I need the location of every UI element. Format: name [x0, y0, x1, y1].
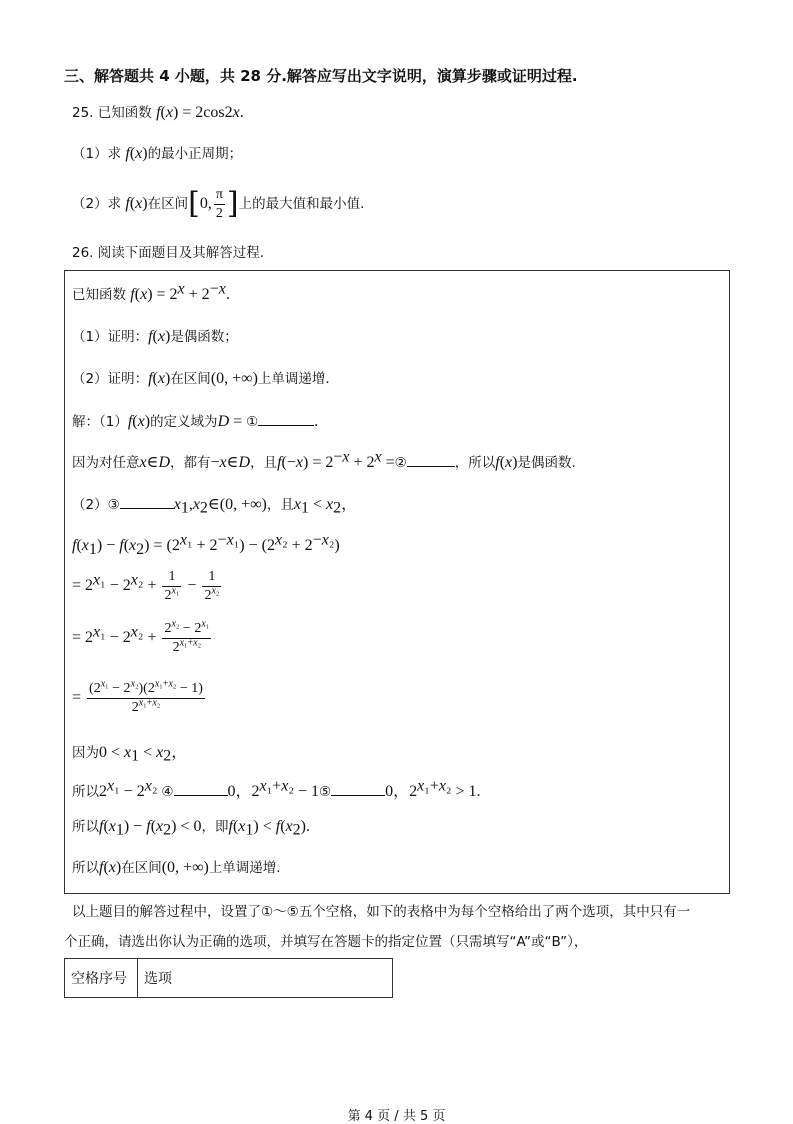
after-text-line-1: 以上题目的解答过程中，设置了①～⑤五个空格，如下的表格中为每个空格给出了两个选项，其中只有一 — [72, 904, 691, 920]
q26-part1: （1）证明：f(x)是偶函数； — [72, 328, 238, 345]
table-header-cell: 空格序号 — [65, 959, 138, 998]
table-row — [65, 959, 393, 998]
q26-given: 已知函数 $f(x) = 2^x + 2^{-x}$. — [72, 280, 230, 303]
blank-4-marker: ④ — [161, 784, 174, 800]
blank-3-marker: ③ — [107, 497, 120, 513]
blank-1-marker: ① — [246, 414, 259, 430]
so-line-1: 所以$2^{x_1} - 2^{x_2}$ ④ 0，$2^{x_1+x_2}$ − 1⑤ 0，$2^{x_1+x_2} > 1$. — [72, 777, 481, 800]
q25-label: 25. 已知函数 — [72, 105, 152, 121]
after-text-line-2: 个正确，请选出你认为正确的选项，并填写在答题卡的指定位置（只需填写“A”或“B”）， — [64, 934, 588, 950]
eq-line-2: = $2^{x_1} - 2^{x_2}$ + $\frac{1}{2^{x_1}}$ − $\frac{1}{2^{x_2}}$ — [72, 568, 220, 603]
q26-sol-line2: 因为对任意x∈D，都有−x∈D，且$f(-x) = 2^{-x} + 2^x$ =② ，所以f(x)是偶函数. — [72, 448, 576, 471]
q26-part2: （2）证明：f(x)在区间(0, +∞)上单调递增. — [72, 370, 330, 387]
options-table — [64, 958, 393, 998]
blank-5[interactable] — [331, 781, 385, 796]
so-line-3: 所以f(x)在区间(0, +∞)上单调递增. — [72, 859, 281, 876]
eq-line-3: = $2^{x_1} - 2^{x_2}$ + $\frac{2^{x_2} - 2^{x_1}}{2^{x_1+x_2}}$ — [72, 617, 210, 655]
q26-sol-line3: （2）③ $x_1,x_2\in(0$, +∞)，且$x_1 < x_2$， — [72, 496, 358, 517]
so-line-2: 所以$f(x_1) - f(x_2) < 0$，即$f(x_1) < f(x_2)$. — [72, 818, 310, 839]
q25-stem: 25. 已知函数 f(x) = 2cos2x. — [72, 104, 244, 121]
q25-part2: （2）求 f(x)在区间[0, $\frac{\pi}{2}$ ]上的最大值和最小值. — [72, 186, 365, 221]
eq-line-1: $f(x_1) - f(x_2) = (2^{x_1} + 2^{-x_1}) - (2^{x_2} + 2^{-x_2})$ — [72, 531, 340, 558]
blank-1[interactable] — [258, 411, 314, 426]
blank-2[interactable] — [407, 452, 455, 467]
eq-line-4: = $\frac{(2^{x_1} - 2^{x_2})(2^{x_1+x_2} - 1)}{2^{x_1+x_2}}$ — [72, 677, 203, 715]
q25-part1: （1）求 f(x)的最小正周期； — [72, 145, 243, 162]
q26-stem: 26. 阅读下面题目及其解答过程. — [72, 245, 265, 261]
blank-4[interactable] — [174, 781, 228, 796]
since-line: 因为$0 < x_1 < x_2$， — [72, 744, 188, 765]
section-heading: 三、解答题共 4 小题，共 28 分.解答应写出文字说明，演算步骤或证明过程. — [64, 67, 578, 85]
blank-3[interactable] — [120, 494, 174, 509]
blank-5-marker: ⑤ — [318, 784, 332, 800]
table-header-cell: 选项 — [138, 959, 393, 998]
q26-sol-line1: 解：（1）f(x)的定义域为D = ① . — [72, 413, 319, 430]
blank-2-marker: ② — [394, 455, 407, 471]
page-footer: 第 4 页 / 共 5 页 — [347, 1109, 446, 1124]
